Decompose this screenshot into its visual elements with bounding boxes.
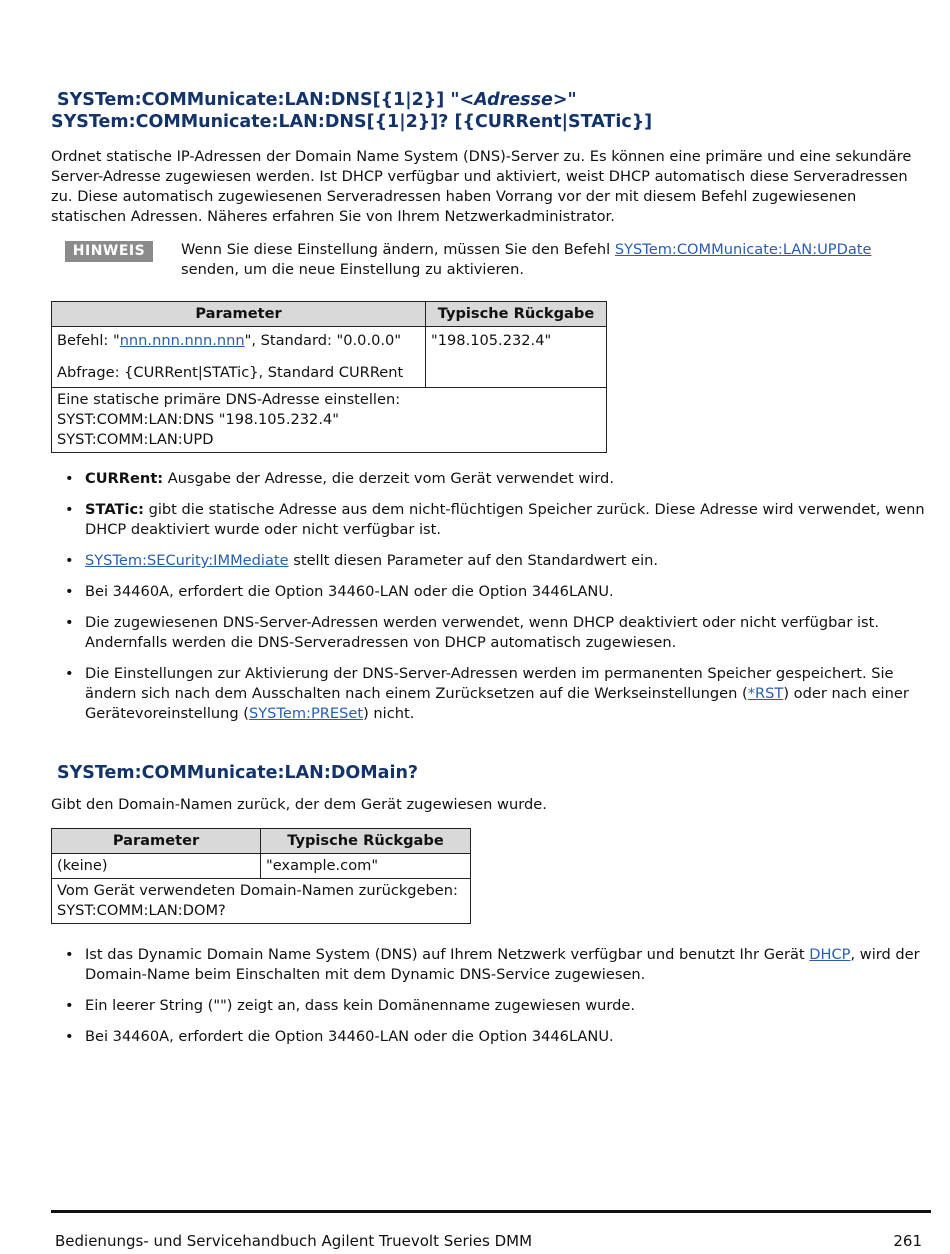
param-text: ", Standard: "0.0.0.0"	[244, 332, 402, 349]
bullet-icon: •	[65, 470, 74, 487]
link-rst[interactable]: *RST	[747, 685, 784, 702]
page-number: 261	[893, 1232, 922, 1250]
item-text: Ist das Dynamic Domain Name System (DNS) auf Ihrem Netzwerk verfügbar und benutzt Ihr Gerät	[85, 946, 810, 963]
param-query: Abfrage: {CURRent|STATic}, Standard CURRent	[57, 364, 404, 381]
column-header: Parameter	[52, 829, 261, 854]
example-line: SYST:COMM:LAN:DOM?	[57, 902, 226, 919]
link-security-immediate[interactable]: SYSTem:SECurity:IMMediate	[85, 552, 289, 569]
item-text: ) nicht.	[363, 705, 415, 722]
list-item	[51, 500, 931, 540]
example-line: Eine statische primäre DNS-Adresse einstellen:	[57, 391, 401, 408]
parameter-cell	[52, 327, 426, 388]
item-text: Die Einstellungen zur Aktivierung der DNS-Server-Adressen werden im permanenten Speicher gespeichert. Sie ändern sich nach dem Ausschalten nach einem Zurücksetzen auf die Werkseinstellungen (	[85, 665, 894, 702]
link-address-format[interactable]: nnn.nnn.nnn.nnn	[119, 332, 245, 349]
bullet-list	[51, 469, 931, 735]
item-text: Bei 34460A, erfordert die Option 34460-LAN oder die Option 3446LANU.	[85, 1028, 614, 1045]
column-header: Parameter	[52, 302, 426, 327]
example-line: Vom Gerät verwendeten Domain-Namen zurückgeben:	[57, 882, 458, 899]
item-text: gibt die statische Adresse aus dem nicht-flüchtigen Speicher zurück. Diese Adresse wird verwendet, wenn DHCP deaktiviert wurde oder nicht verfügbar ist.	[85, 501, 925, 538]
item-text: Ein leerer String ("") zeigt an, dass kein Domänenname zugewiesen wurde.	[85, 997, 636, 1014]
link-dhcp[interactable]: DHCP	[809, 946, 851, 963]
list-item	[51, 945, 931, 985]
item-text: Die zugewiesenen DNS-Server-Adressen werden verwendet, wenn DHCP deaktiviert oder nicht verfügbar ist. Andernfalls werden die DNS-Serveradressen von DHCP automatisch zugewiesen.	[85, 614, 880, 651]
note-badge: HINWEIS	[65, 241, 153, 262]
bullet-icon: •	[65, 552, 74, 569]
item-text: Ausgabe der Adresse, die derzeit vom Gerät verwendet wird.	[163, 470, 614, 487]
note-text-part: Wenn Sie diese Einstellung ändern, müssen Sie den Befehl	[181, 241, 615, 258]
section-heading-domain: SYSTem:COMMunicate:LAN:DOMain?	[57, 763, 419, 783]
return-cell: "198.105.232.4"	[426, 327, 607, 388]
example-line: SYST:COMM:LAN:DNS "198.105.232.4"	[57, 411, 339, 428]
list-item	[51, 996, 931, 1016]
heading-text: SYSTem:COMMunicate:LAN:DNS[{1|2}] "	[57, 90, 460, 110]
bullet-icon: •	[65, 665, 74, 682]
bullet-icon: •	[65, 997, 74, 1014]
list-item	[51, 551, 931, 571]
return-cell: "example.com"	[261, 854, 471, 879]
heading-text: "	[567, 90, 577, 110]
bullet-icon: •	[65, 501, 74, 518]
parameter-cell: (keine)	[52, 854, 261, 879]
section-heading-dns-set	[57, 89, 577, 111]
note-text-part: senden, um die neue Einstellung zu aktivieren.	[181, 261, 525, 278]
item-text: ) oder nach einer Gerätevoreinstellung (	[85, 685, 909, 722]
bullet-icon: •	[65, 614, 74, 631]
example-cell	[52, 388, 607, 453]
parameter-table	[51, 301, 607, 453]
link-system-preset[interactable]: SYSTem:PRESet	[248, 705, 364, 722]
list-item	[51, 1027, 931, 1047]
item-text: stellt diesen Parameter auf den Standardwert ein.	[288, 552, 659, 569]
note-text	[181, 240, 921, 280]
bullet-icon: •	[65, 583, 74, 600]
column-header: Typische Rückgabe	[261, 829, 471, 854]
param-command	[57, 331, 420, 351]
example-cell	[52, 879, 471, 924]
example-line: SYST:COMM:LAN:UPD	[57, 431, 214, 448]
bullet-icon: •	[65, 946, 74, 963]
list-item	[51, 664, 931, 724]
term: STATic:	[85, 501, 144, 518]
section-heading-dns-query: SYSTem:COMMunicate:LAN:DNS[{1|2}]? [{CURRent|STATic}]	[51, 112, 653, 132]
term: CURRent:	[85, 470, 164, 487]
list-item	[51, 582, 931, 602]
column-header: Typische Rückgabe	[426, 302, 607, 327]
section-description: Gibt den Domain-Namen zurück, der dem Gerät zugewiesen wurde.	[51, 796, 547, 813]
parameter-table	[51, 828, 471, 924]
bullet-list	[51, 945, 931, 1058]
item-text: , wird der Domain-Name beim Einschalten mit dem Dynamic DNS-Service zugewiesen.	[85, 946, 920, 983]
bullet-icon: •	[65, 1028, 74, 1045]
footer-divider	[51, 1210, 931, 1213]
section-description: Ordnet statische IP-Adressen der Domain Name System (DNS)-Server zu. Es können eine primäre und eine sekundäre Server-Adresse zugewiesen werden. Ist DHCP verfügbar und aktiviert, weist DHCP automatisch diese Serveradressen zu. Diese automatisch zugewiesenen Serveradressen haben Vorrang vor der mit diesem Befehl zugewiesenen statischen Adressen. Näheres erfahren Sie von Ihrem Netzwerkadministrator.	[51, 148, 912, 225]
list-item	[51, 469, 931, 489]
footer-title: Bedienungs- und Servicehandbuch Agilent Truevolt Series DMM	[55, 1232, 533, 1250]
item-text: Bei 34460A, erfordert die Option 34460-LAN oder die Option 3446LANU.	[85, 583, 614, 600]
heading-param: <Adresse>	[459, 90, 568, 110]
link-lan-update[interactable]: SYSTem:COMMunicate:LAN:UPDate	[614, 241, 872, 258]
list-item	[51, 613, 931, 653]
param-text: Befehl: "	[57, 332, 120, 349]
